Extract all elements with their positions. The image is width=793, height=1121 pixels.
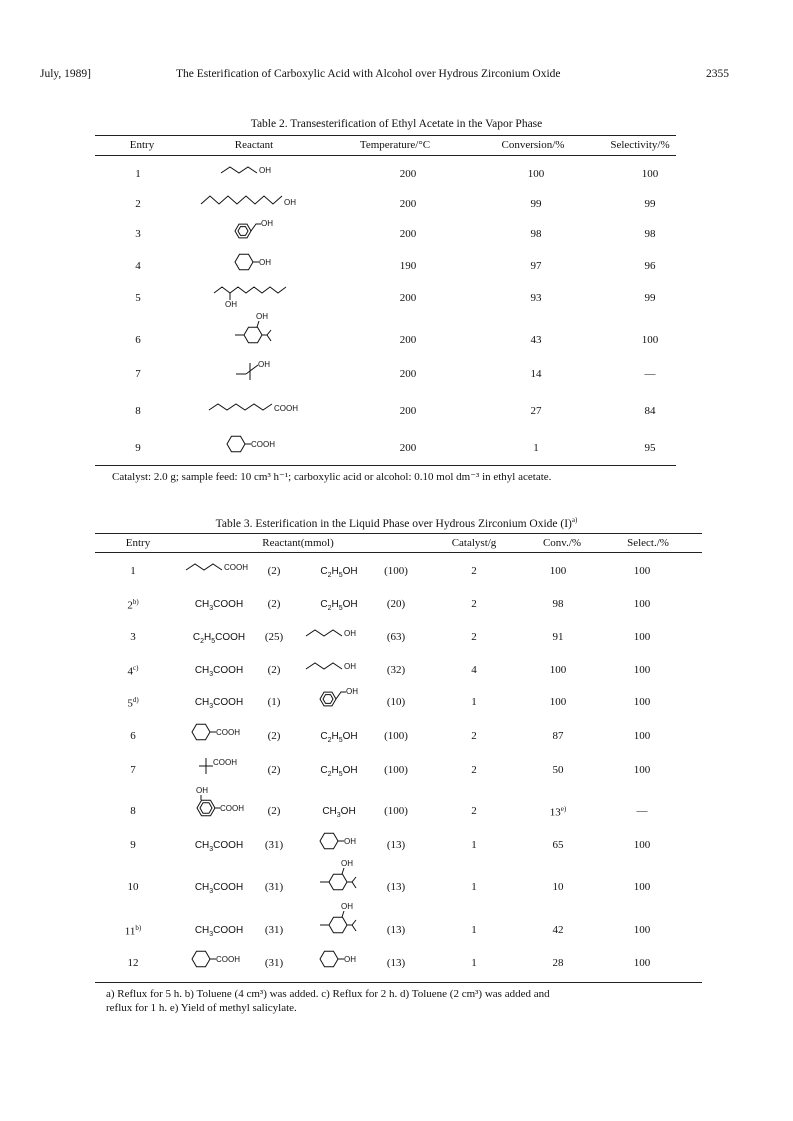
- table-2-cell-selectivity: 95: [644, 442, 656, 454]
- structure-label: OH: [343, 955, 356, 964]
- page-number: 2355: [706, 68, 729, 80]
- table-3-cell-acid-mmol: (2): [267, 764, 281, 776]
- table-3-cell-alcohol-mmol: (13): [386, 881, 406, 893]
- table-3-title-footnote-mark: a): [571, 516, 578, 524]
- table-2-cell-entry: 4: [135, 260, 141, 272]
- table-3-cell-alcohol-mmol: (13): [386, 839, 406, 851]
- table-3-cell-acid: $C_2H_5COOH$: [192, 632, 246, 645]
- header-title: The Esterification of Carboxylic Acid with Alcohol over Hydrous Zirconium Oxide: [176, 68, 561, 80]
- table-2-cell-selectivity: —: [644, 368, 656, 380]
- table-3-column-header: Entry: [125, 537, 151, 549]
- table-3-cell-alcohol-mmol: (20): [386, 598, 406, 610]
- table-3-cell-catalyst: 4: [471, 664, 477, 676]
- table-3-cell-conversion: 98: [552, 598, 564, 610]
- structure-label: COOH: [212, 758, 237, 767]
- benzyl-alcohol-structure: [234, 220, 279, 246]
- table-3-cell-acid: $CH_3COOH$: [194, 697, 244, 710]
- table-3-title: [0, 516, 793, 530]
- structure-label: OH: [224, 300, 237, 309]
- table-3-cell-selectivity: 100: [633, 764, 651, 776]
- table-2-column-header: Entry: [129, 139, 155, 151]
- table-3-cell-entry: 10: [127, 881, 139, 893]
- table-2-cell-selectivity: 98: [644, 228, 656, 240]
- table-3-cell-catalyst: 1: [471, 839, 477, 851]
- structure-label: OH: [341, 902, 353, 911]
- table-3-cell-catalyst: 2: [471, 730, 477, 742]
- table-3-cell-selectivity: 100: [633, 730, 651, 742]
- table-3-cell-alcohol-mmol: (63): [386, 631, 406, 643]
- structure-label: OH: [260, 219, 273, 228]
- table-2-cell-conversion: 43: [530, 334, 542, 346]
- table-3-cell-acid-mmol: (31): [264, 881, 284, 893]
- table-3-cell-alcohol-mmol: (13): [386, 924, 406, 936]
- table-3-cell-acid: $CH_3COOH$: [194, 599, 244, 612]
- footnote-mark: c): [133, 664, 139, 672]
- table-3-cell-conversion: 50: [552, 764, 564, 776]
- table-3-cell-acid-mmol: (2): [267, 565, 281, 577]
- structure-label: OH: [344, 662, 356, 671]
- table-2-header-rule: [95, 155, 676, 156]
- 1-butanol-structure: [221, 160, 291, 186]
- 1-butanol-structure: [306, 656, 376, 690]
- footnote-mark: d): [132, 696, 139, 704]
- table-3-column-header: Reactant(mmol): [262, 537, 334, 549]
- structure-label: COOH: [219, 804, 244, 813]
- footnote-mark: b): [135, 924, 142, 932]
- table-3-title-text: Table 3. Esterification in the Liquid Phase over Hydrous Zirconium Oxide (I): [215, 517, 572, 530]
- structure-label: OH: [344, 629, 356, 638]
- table-2-bottom-rule: [95, 465, 676, 466]
- table-3-cell-conversion: 42: [552, 924, 564, 936]
- table-2-title: Table 2. Transesterification of Ethyl Acetate in the Vapor Phase: [250, 118, 543, 130]
- pentanoic-acid-structure: [186, 557, 256, 589]
- table-3-cell-entry: 9: [130, 839, 136, 851]
- cyclohexanol-structure: [234, 252, 279, 278]
- table-3-cell-selectivity: 100: [633, 631, 651, 643]
- table-2-cell-temperature: 200: [399, 292, 417, 304]
- table-3-cell-entry: 2$^{b)}$: [127, 598, 139, 612]
- table-3-cell-conversion: 65: [552, 839, 564, 851]
- cyclohexanecarboxylic-acid-structure: [191, 722, 251, 754]
- table-2-cell-conversion: 99: [530, 198, 542, 210]
- table-3-cell-acid: $CH_3COOH$: [194, 925, 244, 938]
- structure-label: OH: [258, 360, 270, 369]
- table-3-cell-acid-mmol: (31): [264, 924, 284, 936]
- structure-label: OH: [343, 837, 356, 846]
- table-3-cell-conversion: 100: [549, 565, 567, 577]
- table-2-cell-entry: 3: [135, 228, 141, 240]
- table-3-cell-catalyst: 1: [471, 957, 477, 969]
- table-3-cell-entry: 8: [130, 805, 136, 817]
- table-2-footnote: Catalyst: 2.0 g; sample feed: 10 cm³ h⁻¹; carboxylic acid or alcohol: 0.10 mol dm⁻³ in ethyl acetate.: [112, 471, 552, 483]
- table-2-cell-entry: 2: [135, 198, 141, 210]
- table-3-footnote-line-1: a) Reflux for 5 h. b) Toluene (4 cm³) was added. c) Reflux for 2 h. d) Toluene (2 cm³) was added and: [106, 988, 550, 1000]
- table-3-cell-catalyst: 2: [471, 764, 477, 776]
- cyclohexanecarboxylic-acid-structure: [226, 434, 286, 460]
- structure-label: COOH: [273, 404, 298, 413]
- table-3-cell-conversion: 100: [549, 696, 567, 708]
- table-3-cell-acid-mmol: (31): [264, 839, 284, 851]
- structure-label: OH: [284, 198, 296, 207]
- structure-label: OH: [195, 786, 208, 795]
- table-2-cell-entry: 5: [135, 292, 141, 304]
- table-3-cell-selectivity: 100: [633, 924, 651, 936]
- table-3-cell-entry: 7: [130, 764, 136, 776]
- table-3-cell-acid-mmol: (1): [267, 696, 281, 708]
- table-3-cell-alcohol: $C_2H_5OH$: [320, 765, 358, 778]
- structure-label: COOH: [216, 955, 240, 964]
- table-3-cell-selectivity: 100: [633, 598, 651, 610]
- table-2-cell-conversion: 14: [530, 368, 542, 380]
- table-3-cell-catalyst: 2: [471, 598, 477, 610]
- table-3-cell-conversion: 28: [552, 957, 564, 969]
- table-2-cell-temperature: 200: [399, 334, 417, 346]
- table-2-column-header: Conversion/%: [501, 139, 565, 151]
- table-2-cell-selectivity: 100: [641, 168, 659, 180]
- table-2-cell-entry: 6: [135, 334, 141, 346]
- table-2-cell-temperature: 190: [399, 260, 417, 272]
- table-2-cell-selectivity: 96: [644, 260, 656, 272]
- table-3-cell-selectivity: 100: [633, 664, 651, 676]
- table-3-cell-catalyst: 2: [471, 805, 477, 817]
- table-3-cell-entry: 6: [130, 730, 136, 742]
- table-3-column-header: Catalyst/g: [451, 537, 497, 549]
- table-2-cell-selectivity: 99: [644, 198, 656, 210]
- table-3-cell-alcohol-mmol: (32): [386, 664, 406, 676]
- table-3-cell-acid-mmol: (2): [267, 805, 281, 817]
- table-3-header-rule: [95, 552, 702, 553]
- table-3-cell-acid-mmol: (2): [267, 730, 281, 742]
- table-2-cell-conversion: 27: [530, 405, 542, 417]
- menthol-structure: [316, 859, 366, 897]
- structure-label: COOH: [251, 440, 275, 449]
- footnote-mark: e): [560, 805, 567, 813]
- table-2-cell-entry: 9: [135, 442, 141, 454]
- header-date: July, 1989]: [40, 68, 92, 80]
- table-3-cell-selectivity: 100: [633, 839, 651, 851]
- structure-label: COOH: [216, 728, 240, 737]
- table-3-cell-alcohol: $CH_3OH$: [322, 806, 356, 819]
- table-2-cell-temperature: 200: [399, 405, 417, 417]
- table-2-cell-selectivity: 99: [644, 292, 656, 304]
- table-3-cell-conversion: 13$^{e)}$: [549, 805, 567, 819]
- table-3-cell-catalyst: 1: [471, 924, 477, 936]
- octanoic-acid-structure: [209, 397, 304, 423]
- 1-butanol-structure: [306, 623, 376, 657]
- table-3-cell-alcohol: $C_2H_5OH$: [320, 566, 358, 579]
- table-2-cell-temperature: 200: [399, 442, 417, 454]
- menthol-structure: [231, 312, 281, 350]
- table-3-column-header: Select./%: [627, 537, 669, 549]
- table-3-footnote-line-2: reflux for 1 h. e) Yield of methyl salicylate.: [106, 1002, 297, 1014]
- benzyl-alcohol-structure: [319, 688, 364, 722]
- table-3-cell-catalyst: 2: [471, 565, 477, 577]
- table-2-cell-selectivity: 100: [641, 334, 659, 346]
- table-2-column-header: Reactant: [234, 139, 274, 151]
- structure-label: OH: [341, 859, 353, 868]
- table-3-cell-selectivity: —: [636, 805, 648, 817]
- table-3-cell-alcohol-mmol: (10): [386, 696, 406, 708]
- cyclohexanecarboxylic-acid-structure: [191, 949, 251, 981]
- table-3-column-header: Conv./%: [542, 537, 582, 549]
- table-3-cell-selectivity: 100: [633, 696, 651, 708]
- table-3-cell-acid-mmol: (25): [264, 631, 284, 643]
- 1-octanol-structure: [201, 190, 311, 216]
- table-3-cell-catalyst: 1: [471, 696, 477, 708]
- table-3-cell-alcohol: $C_2H_5OH$: [320, 731, 358, 744]
- table-2-cell-selectivity: 84: [644, 405, 656, 417]
- footnote-mark: b): [132, 598, 139, 606]
- table-3-cell-acid-mmol: (31): [264, 957, 284, 969]
- table-3-cell-selectivity: 100: [633, 565, 651, 577]
- table-3-cell-acid: $CH_3COOH$: [194, 882, 244, 895]
- table-3-cell-selectivity: 100: [633, 957, 651, 969]
- table-2-cell-conversion: 93: [530, 292, 542, 304]
- table-2-cell-temperature: 200: [399, 368, 417, 380]
- salicylic-acid-structure: [194, 787, 249, 819]
- 2-octanol-structure: [214, 284, 299, 310]
- table-3-bottom-rule: [95, 982, 702, 983]
- table-3-cell-alcohol: $C_2H_5OH$: [320, 599, 358, 612]
- table-2-cell-entry: 7: [135, 368, 141, 380]
- cyclohexanol-structure: [319, 949, 364, 983]
- table-2-top-rule: [95, 135, 676, 136]
- table-2-cell-temperature: 200: [399, 168, 417, 180]
- table-2-cell-conversion: 98: [530, 228, 542, 240]
- table-3-cell-alcohol-mmol: (100): [384, 730, 408, 742]
- table-3-cell-catalyst: 2: [471, 631, 477, 643]
- table-3-cell-entry: 5$^{d)}$: [127, 696, 139, 710]
- table-3-cell-conversion: 91: [552, 631, 564, 643]
- structure-label: OH: [256, 312, 268, 321]
- table-3-cell-acid: $CH_3COOH$: [194, 665, 244, 678]
- table-3-cell-alcohol-mmol: (100): [384, 805, 408, 817]
- table-3-cell-selectivity: 100: [633, 881, 651, 893]
- table-3-cell-entry: 3: [130, 631, 136, 643]
- table-3-cell-entry: 1: [130, 565, 136, 577]
- table-3-cell-conversion: 87: [552, 730, 564, 742]
- table-2-cell-temperature: 200: [399, 198, 417, 210]
- table-3-cell-alcohol-mmol: (100): [384, 764, 408, 776]
- menthol-structure: [316, 902, 366, 940]
- table-2-cell-conversion: 97: [530, 260, 542, 272]
- table-2-cell-entry: 8: [135, 405, 141, 417]
- tert-butanol-structure: [236, 360, 276, 386]
- table-3-cell-alcohol-mmol: (13): [386, 957, 406, 969]
- table-3-cell-entry: 4$^{c)}$: [127, 664, 139, 678]
- table-2-column-header: Temperature/°C: [359, 139, 431, 151]
- table-2-column-header: Selectivity/%: [610, 139, 670, 151]
- pivalic-acid-structure: [199, 756, 244, 788]
- structure-label: OH: [259, 166, 271, 175]
- table-3-cell-conversion: 10: [552, 881, 564, 893]
- table-3-cell-acid-mmol: (2): [267, 664, 281, 676]
- structure-label: OH: [345, 687, 358, 696]
- table-2-cell-conversion: 100: [527, 168, 545, 180]
- structure-label: COOH: [224, 563, 248, 572]
- table-3-cell-catalyst: 1: [471, 881, 477, 893]
- table-3-cell-acid: $CH_3COOH$: [194, 840, 244, 853]
- table-3-cell-conversion: 100: [549, 664, 567, 676]
- table-3-top-rule: [95, 533, 702, 534]
- structure-label: OH: [258, 258, 271, 267]
- table-3-cell-entry: 11$^{b)}$: [124, 924, 142, 938]
- table-3-cell-entry: 12: [127, 957, 139, 969]
- table-2-cell-conversion: 1: [533, 442, 539, 454]
- table-2-cell-temperature: 200: [399, 228, 417, 240]
- table-3-cell-acid-mmol: (2): [267, 598, 281, 610]
- table-2-cell-entry: 1: [135, 168, 141, 180]
- table-3-cell-alcohol-mmol: (100): [384, 565, 408, 577]
